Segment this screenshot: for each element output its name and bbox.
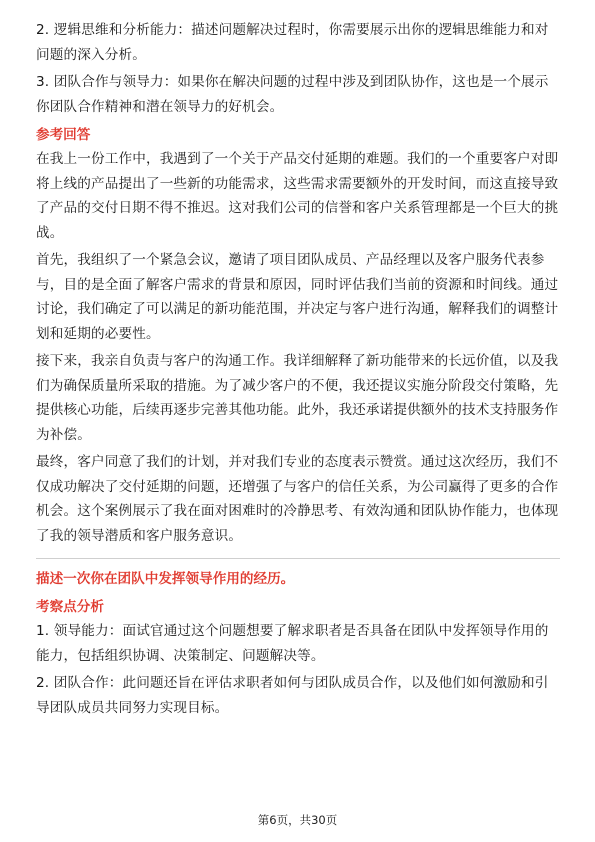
point-logical-thinking: 2. 逻辑思维和分析能力：描述问题解决过程时，你需要展示出你的逻辑思维能力和对问题的深入分析。	[36, 22, 549, 63]
analysis-point-1: 1. 领导能力：面试官通过这个问题想要了解求职者是否具备在团队中发挥领导作用的能力，包括组织协调、决策制定、问题解决等。	[36, 623, 549, 664]
reference-paragraph-4: 最终，客户同意了我们的计划，并对我们专业的态度表示赞赏。通过这次经历，我们不仅成功解决了交付延期的问题，还增强了与客户的信任关系，为公司赢得了更多的合作机会。这个案例展示了我在面对困难时的冷静思考、有效沟通和团队协作能力，也体现了我的领导潜质和客户服务意识。	[36, 454, 559, 544]
point-teamwork-leadership: 3. 团队合作与领导力：如果你在解决问题的过程中涉及到团队协作，这也是一个展示你团队合作精神和潜在领导力的好机会。	[36, 74, 549, 115]
reference-paragraph-1: 在我上一份工作中，我遇到了一个关于产品交付延期的难题。我们的一个重要客户对即将上线的产品提出了一些新的功能需求，这些需求需要额外的开发时间，而这直接导致了产品的交付日期不得不推迟。这对我们公司的信誉和客户关系管理都是一个巨大的挑战。	[36, 151, 559, 241]
analysis-heading: 考察点分析	[36, 599, 104, 615]
question-title: 描述一次你在团队中发挥领导作用的经历。	[36, 571, 295, 587]
page-content	[36, 18, 560, 720]
page-footer: 第6页，共30页	[257, 813, 338, 827]
reference-answer-heading: 参考回答	[36, 127, 91, 143]
reference-paragraph-3: 接下来，我亲自负责与客户的沟通工作。我详细解释了新功能带来的长远价值，以及我们为确保质量所采取的措施。为了减少客户的不便，我还提议实施分阶段交付策略，先提供核心功能，后续再逐步完善其他功能。此外，我还承诺提供额外的技术支持服务作为补偿。	[36, 353, 559, 443]
section-divider	[36, 558, 560, 559]
analysis-point-2: 2. 团队合作：此问题还旨在评估求职者如何与团队成员合作，以及他们如何激励和引导团队成员共同努力实现目标。	[36, 675, 549, 716]
reference-paragraph-2: 首先，我组织了一个紧急会议，邀请了项目团队成员、产品经理以及客户服务代表参与，目的是全面了解客户需求的背景和原因，同时评估我们当前的资源和时间线。通过讨论，我们确定了可以满足的新功能范围，并决定与客户进行沟通，解释我们的调整计划和延期的必要性。	[36, 252, 559, 342]
